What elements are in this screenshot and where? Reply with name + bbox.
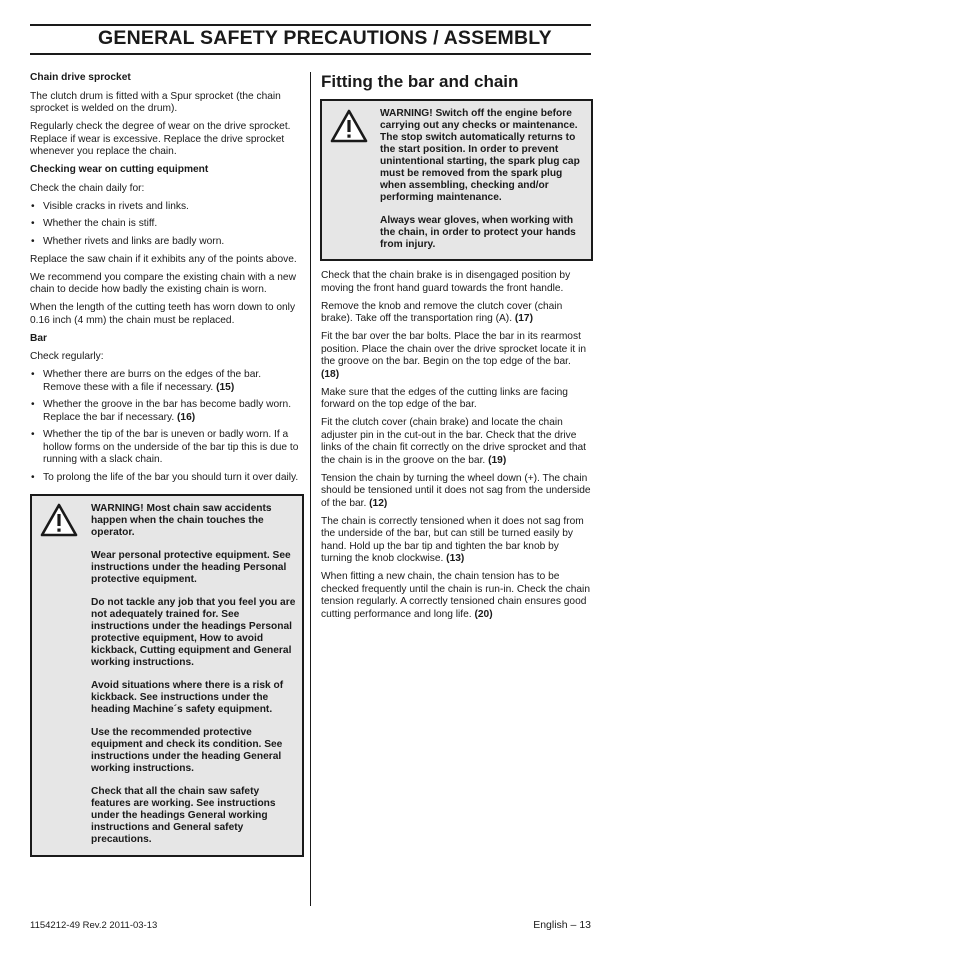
figure-reference: (20) [474,608,493,620]
list-item-text: Whether there are burrs on the edges of the bar. Remove these with a file if necessary. [43,369,262,393]
warning-paragraph: Avoid situations where there is a risk of kickback. See instructions under the heading Machine´s safety equipment. [91,680,284,715]
paragraph-text: The chain is correctly tensioned when it does not sag from the underside of the bar, but can still be turned easily by hand. Hold up the bar tip and tighten the bar knob by turning the knob clockwise. [321,515,584,564]
page-title: GENERAL SAFETY PRECAUTIONS / ASSEMBLY [98,27,552,49]
figure-reference: (13) [446,553,465,564]
paragraph [321,571,591,621]
list-item: • Visible cracks in rivets and links. [30,201,300,214]
paragraph: We recommend you compare the existing chain with a new chain to decide how badly the existing chain is worn. [30,271,296,295]
paragraph-text: Fit the clutch cover (chain brake) and locate the chain adjuster pin in the cut-out in the bar. Check that the drive links of the chain fit correctly on the drive sprocket and that the chain is in the groove on the bar. [321,417,587,466]
section-heading-fitting-bar-chain: Fitting the bar and chain [321,72,519,91]
paragraph: Check that the chain brake is in disengaged position by moving the front hand guard towards the front handle. [321,270,571,294]
warning-text [91,503,296,846]
figure-reference: (19) [488,454,507,466]
figure-reference: (16) [177,411,196,423]
warning-paragraph: Use the recommended protective equipment and check its condition. See instructions under the heading General working instructions. [91,727,283,774]
figure-reference: (12) [369,497,388,509]
warning-paragraph: WARNING! Most chain saw accidents happen when the chain touches the operator. [91,503,272,538]
figure-reference: (17) [514,313,533,324]
left-column [30,72,300,857]
paragraph: When the length of the cutting teeth has worn down to only 0.16 inch (4 mm) the chain must be replaced. [30,302,296,326]
warning-paragraph: Do not tackle any job that you feel you are not adequately trained for. See instructions under the headings Personal protective equipment, How to avoid kickback, Cutting equipment and General working instructions. [91,597,296,668]
header-bottom-rule [30,53,591,55]
section-heading-bar: Bar [30,332,47,344]
list-item: • Whether the chain is stiff. [30,218,300,231]
paragraph [321,301,591,326]
section-heading-checking-wear: Checking wear on cutting equipment [30,164,209,175]
list-item: • Whether the tip of the bar is uneven or badly worn. If a hollow forms on the underside of the bar tip this is due to running with a slack chain. [30,429,300,467]
warning-box [30,494,304,857]
warning-triangle-icon [40,503,78,537]
figure-reference: (18) [321,368,340,380]
paragraph-text: Fit the bar over the bar bolts. Place the bar in its rearmost position. Place the chain over the drive sprocket locate it in the groove on the bar. Begin on the top edge of the bar. [321,331,587,367]
paragraph: The clutch drum is fitted with a Spur sprocket (the chain sprocket is welded on the drum). [30,90,281,114]
check-list [30,201,300,249]
paragraph [321,331,591,381]
warning-paragraph: Always wear gloves, when working with the chain, in order to protect your hands from injury. [380,215,576,250]
column-divider [310,72,311,906]
paragraph: Replace the saw chain if it exhibits any of the points above. [30,253,297,265]
paragraph: Regularly check the degree of wear on the drive sprocket. Replace if wear is excessive. Replace the drive sprocket whenever you replace the chain. [30,121,291,157]
document-id: 1154212-49 Rev.2 2011-03-13 [30,920,158,931]
warning-text [380,108,585,251]
warning-paragraph: Check that all the chain saw safety features are working. See instructions under the headings General working instructions and General safety precautions. [91,786,276,845]
paragraph-text: When fitting a new chain, the chain tension has to be checked frequently until the chain is run-in. Check the chain tension regularly. A correctly tensioned chain ensures good cutting performance and long life. [321,571,590,620]
right-column [321,72,591,627]
list-item: • Whether rivets and links are badly worn. [30,236,300,249]
list-item: • To prolong the life of the bar you should turn it over daily. [30,472,300,485]
paragraph [321,516,591,566]
section-heading-chain-drive-sprocket: Chain drive sprocket [30,72,131,83]
paragraph: Check regularly: [30,351,104,362]
paragraph-text: Remove the knob and remove the clutch cover (chain brake). Take off the transportation ring (A). [321,300,563,324]
list-item [30,399,300,424]
warning-paragraph: Wear personal protective equipment. See instructions under the heading Personal protective equipment. [91,550,291,585]
paragraph: Check the chain daily for: [30,182,145,194]
paragraph [321,417,591,467]
paragraph [321,473,591,511]
bar-check-list [30,369,300,484]
warning-paragraph: WARNING! Switch off the engine before carrying out any checks or maintenance. The stop switch automatically returns to the start position. In order to prevent unintentional starting, the spark plug cap must be removed from the spark plug when assembling, checking and/or performing maintenance. [380,108,580,203]
paragraph-text: Tension the chain by turning the wheel down (+). The chain should be tensioned until it does not sag from the underside of the bar. [321,472,591,509]
warning-box [320,99,593,261]
list-item [30,369,300,394]
warning-triangle-icon [330,109,368,143]
figure-reference: (15) [216,381,235,393]
page-number: English – 13 [533,919,591,931]
list-item-text: Whether the groove in the bar has become badly worn. Replace the bar if necessary. [43,399,292,423]
paragraph: Make sure that the edges of the cutting links are facing forward on the top edge of the bar. [321,386,568,410]
